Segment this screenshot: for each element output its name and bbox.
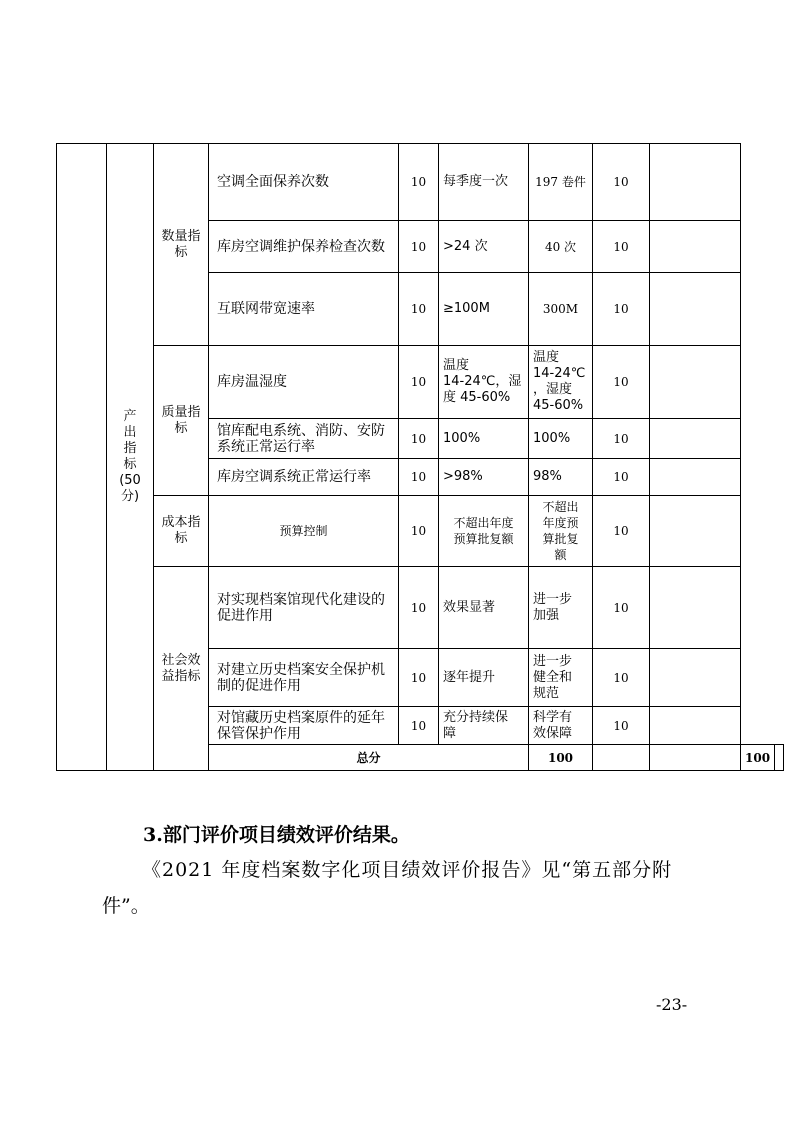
- total-target-cell: [593, 745, 650, 771]
- indicator-cell: [209, 273, 399, 346]
- target-cell: [439, 649, 529, 707]
- score-text: 10: [613, 718, 629, 733]
- weight-cell: [399, 221, 439, 273]
- score-cell: [593, 649, 650, 707]
- target-text: 温度 14-24℃，湿 度 45-60%: [443, 358, 522, 405]
- weight-text: 10: [410, 375, 427, 389]
- weight-cell: [399, 273, 439, 346]
- actual-cell: [529, 649, 593, 707]
- indicator-text: 空调全面保养次数: [217, 174, 329, 190]
- indicator-cell: [209, 459, 399, 496]
- note-cell: [650, 496, 741, 567]
- score-text: 10: [613, 600, 629, 615]
- group-social-label: 社会效 益指标: [161, 652, 201, 684]
- note-cell: [650, 649, 741, 707]
- target-cell: [439, 273, 529, 346]
- target-cell: [439, 346, 529, 419]
- weight-cell: [399, 144, 439, 221]
- target-text: 效果显著: [443, 599, 496, 615]
- indicator-text: 互联网带宽速率: [217, 301, 315, 317]
- score-text: 10: [613, 431, 629, 446]
- weight-cell: [399, 419, 439, 459]
- actual-text: 不超出 年度预 算批复 额: [542, 500, 579, 562]
- weight-text: 10: [410, 600, 427, 615]
- weight-cell: [399, 567, 439, 649]
- target-cell: [439, 567, 529, 649]
- note-cell: [650, 346, 741, 419]
- weight-text: 10: [410, 524, 427, 538]
- target-text: 逐年提升: [443, 669, 496, 685]
- actual-text: 197 卷件: [535, 175, 586, 189]
- score-cell: [593, 144, 650, 221]
- indicator-cell: [209, 649, 399, 707]
- indicator-text: 对实现档案馆现代化建设的 促进作用: [217, 591, 385, 624]
- indicator-cell: [209, 496, 399, 567]
- indicator-text: 馆库配电系统、消防、安防 系统正常运行率: [217, 422, 385, 455]
- score-text: 10: [613, 175, 629, 189]
- table-row: [57, 496, 784, 567]
- score-cell: [593, 419, 650, 459]
- outer-blank-cell: [57, 144, 107, 771]
- score-text: 10: [613, 470, 629, 484]
- actual-text: 300M: [542, 302, 579, 316]
- target-text: ≥100M: [443, 301, 490, 316]
- group-social: [154, 567, 209, 771]
- note-cell: [650, 419, 741, 459]
- indicator-cell: [209, 707, 399, 745]
- score-text: 10: [613, 375, 629, 389]
- actual-text: 100%: [533, 430, 571, 446]
- score-text: 10: [613, 239, 629, 254]
- target-text: 充分持续保 障: [443, 709, 509, 741]
- target-cell: [439, 707, 529, 745]
- actual-cell: [529, 459, 593, 496]
- score-cell: [593, 346, 650, 419]
- indicator-text: 库房空调维护保养检查次数: [217, 238, 385, 255]
- indicator-text: 预算控制: [279, 524, 328, 538]
- actual-cell: [529, 707, 593, 745]
- table-row: [57, 567, 784, 649]
- performance-table: [56, 143, 784, 771]
- group-cost: [154, 496, 209, 567]
- group-cost-label: 成本指 标: [161, 515, 201, 546]
- table-row: [57, 346, 784, 419]
- weight-text: 10: [410, 470, 427, 484]
- group-quantity-label: 数量指 标: [161, 228, 201, 260]
- actual-text: 进一步 加强: [533, 591, 573, 623]
- total-weight: 100: [547, 750, 574, 765]
- score-cell: [593, 496, 650, 567]
- score-cell: [593, 707, 650, 745]
- weight-cell: [399, 346, 439, 419]
- score-text: 10: [613, 670, 629, 685]
- target-text: 100%: [443, 430, 481, 446]
- section-title: 3.部门评价项目绩效评价结果。: [143, 824, 410, 846]
- paragraph-line-2: 件”。: [102, 895, 150, 917]
- score-text: 10: [613, 524, 629, 538]
- score-cell: [593, 221, 650, 273]
- actual-cell: [529, 346, 593, 419]
- page-number: -23-: [656, 995, 688, 1014]
- note-cell: [650, 273, 741, 346]
- weight-text: 10: [410, 239, 427, 254]
- indicator-cell: [209, 221, 399, 273]
- actual-cell: [529, 221, 593, 273]
- weight-text: 10: [410, 431, 427, 446]
- weight-text: 10: [410, 175, 427, 189]
- indicator-text: 库房空调系统正常运行率: [217, 469, 371, 485]
- note-cell: [650, 459, 741, 496]
- weight-cell: [399, 496, 439, 567]
- actual-cell: [529, 144, 593, 221]
- actual-text: 98%: [533, 469, 562, 484]
- note-cell: [650, 221, 741, 273]
- target-cell: [439, 496, 529, 567]
- score-cell: [593, 459, 650, 496]
- total-weight-cell: [529, 745, 593, 771]
- actual-text: 温度 14-24℃ ，湿度 45-60%: [533, 350, 586, 413]
- actual-cell: [529, 567, 593, 649]
- target-cell: [439, 221, 529, 273]
- weight-cell: [399, 459, 439, 496]
- indicator-text: 对建立历史档案安全保护机 制的促进作用: [217, 661, 385, 694]
- indicator-cell: [209, 346, 399, 419]
- table-row: [57, 144, 784, 221]
- target-text: >98%: [443, 469, 483, 484]
- target-text: 每季度一次: [443, 174, 509, 189]
- category-cell: [107, 144, 154, 771]
- indicator-text: 库房温湿度: [217, 374, 287, 390]
- weight-cell: [399, 707, 439, 745]
- actual-cell: [529, 419, 593, 459]
- weight-text: 10: [410, 670, 427, 685]
- indicator-text: 对馆藏历史档案原件的延年 保管保护作用: [217, 709, 385, 742]
- group-quality: [154, 346, 209, 496]
- target-cell: [439, 144, 529, 221]
- target-text: >24 次: [443, 238, 488, 254]
- score-cell: [593, 273, 650, 346]
- actual-text: 40 次: [544, 239, 577, 254]
- indicator-cell: [209, 144, 399, 221]
- group-quality-label: 质量指 标: [161, 404, 201, 436]
- indicator-cell: [209, 567, 399, 649]
- actual-cell: [529, 496, 593, 567]
- score-text: 10: [613, 302, 629, 316]
- category-label: 产 出 指 标 (50 分): [119, 409, 141, 504]
- weight-text: 10: [410, 302, 427, 316]
- target-cell: [439, 419, 529, 459]
- weight-text: 10: [410, 718, 427, 733]
- target-cell: [439, 459, 529, 496]
- note-cell: [650, 707, 741, 745]
- actual-text: 科学有 效保障: [533, 709, 573, 741]
- total-score: 100: [745, 750, 771, 765]
- indicator-cell: [209, 419, 399, 459]
- paragraph-line-1: 《2021 年度档案数字化项目绩效评价报告》见“第五部分附: [142, 859, 673, 881]
- actual-cell: [529, 273, 593, 346]
- weight-cell: [399, 649, 439, 707]
- total-actual-cell: [650, 745, 741, 771]
- score-cell: [593, 567, 650, 649]
- actual-text: 进一步 健全和 规范: [533, 653, 573, 701]
- note-cell: [650, 567, 741, 649]
- total-label-cell: [209, 745, 529, 771]
- target-text: 不超出年度 预算批复额: [453, 516, 514, 546]
- total-label: 总分: [356, 750, 381, 765]
- group-quantity: [154, 144, 209, 346]
- total-score-cell: [741, 745, 775, 771]
- note-cell: [775, 745, 784, 771]
- note-cell: [650, 144, 741, 221]
